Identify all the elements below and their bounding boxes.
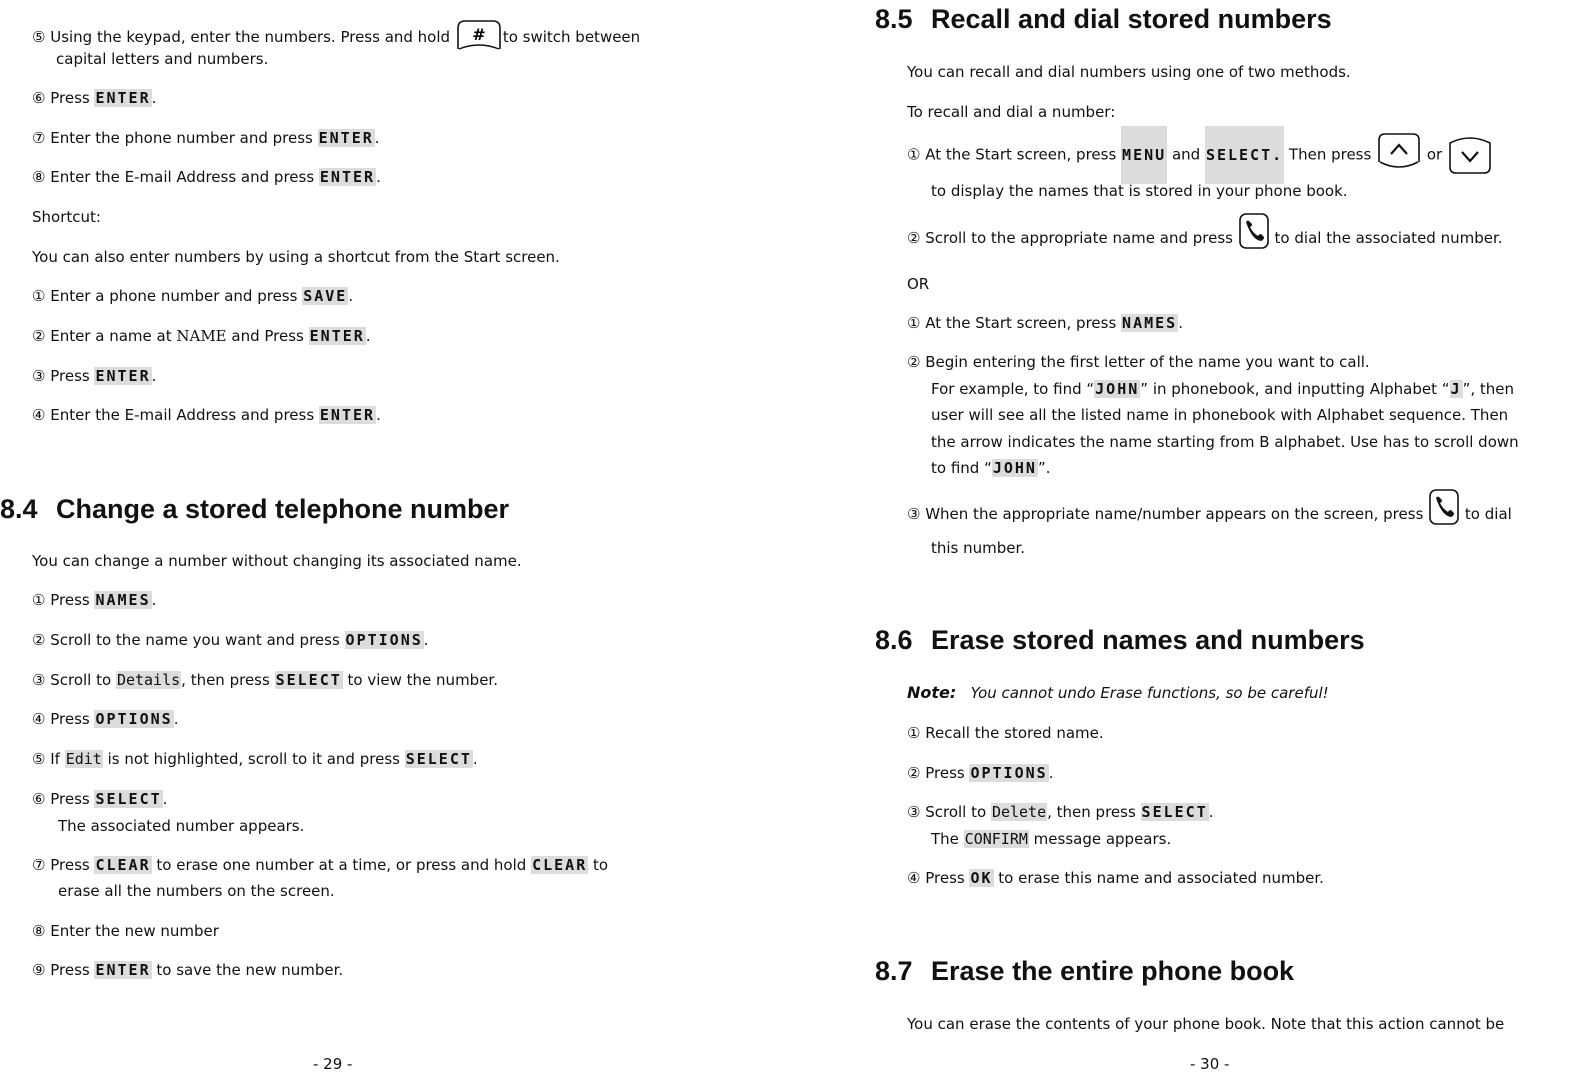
shortcut-label: Shortcut: <box>32 208 101 226</box>
erase-step-1: ① Recall the stored name. <box>907 724 1104 742</box>
john-name-label: JOHN <box>1095 380 1140 398</box>
name-field-label: NAME <box>176 327 227 345</box>
select-key-label: SELECT <box>95 790 162 808</box>
change-step-5: ⑤ If Edit is not highlighted, scroll to it and press SELECT. <box>32 750 478 768</box>
page-30 <box>785 0 1571 1072</box>
erase-step-3: ③ Scroll to Delete, then press SELECT. <box>907 803 1214 821</box>
john-name-label: JOHN <box>992 459 1037 477</box>
page-number: - 29 - <box>313 1055 353 1073</box>
erase-step-2: ② Press OPTIONS. <box>907 764 1054 782</box>
section-8-7-intro: You can erase the contents of your phone book. Note that this action cannot be <box>907 1015 1505 1033</box>
or-step-2-line-5: to find “JOHN”. <box>931 459 1051 477</box>
select-key-label: SELECT. <box>1205 126 1284 184</box>
note-line <box>907 683 1329 703</box>
clear-key-label: CLEAR <box>95 856 151 874</box>
recall-step-2: ② Scroll to the appropriate name and press to dial the associated number. <box>907 212 1503 252</box>
note-text: You cannot undo Erase functions, so be careful! <box>970 684 1329 702</box>
change-step-2: ② Scroll to the name you want and press OPTIONS. <box>32 631 429 649</box>
save-key-label: SAVE <box>303 287 348 305</box>
page-29 <box>0 0 785 1072</box>
svg-text:#: # <box>472 25 486 44</box>
j-letter-label: J <box>1450 380 1462 398</box>
section-8-5-heading: 8.5 Recall and dial stored numbers <box>875 4 1332 34</box>
or-step-3-cont: this number. <box>931 539 1026 557</box>
step-7-line: ⑦ Enter the phone number and press ENTER. <box>32 129 380 147</box>
enter-key-label: ENTER <box>95 89 151 107</box>
enter-key-label: ENTER <box>318 129 374 147</box>
send-key-icon <box>1238 212 1270 265</box>
enter-key-label: ENTER <box>95 367 151 385</box>
or-step-2-line-3: user will see all the listed name in phonebook with Alphabet sequence. Then <box>931 406 1509 424</box>
recall-step-1-cont: to display the names that is stored in your phone book. <box>931 182 1348 200</box>
options-key-label: OPTIONS <box>95 710 173 728</box>
page-number: - 30 - <box>1190 1055 1230 1073</box>
edit-menu-label: Edit <box>65 750 102 768</box>
select-key-label: SELECT <box>405 750 472 768</box>
or-step-2: ② Begin entering the first letter of the name you want to call. <box>907 353 1370 371</box>
names-key-label: NAMES <box>95 591 151 609</box>
shortcut-intro: You can also enter numbers by using a shortcut from the Start screen. <box>32 248 560 266</box>
note-label: Note: <box>907 683 957 702</box>
shortcut-step-1: ① Enter a phone number and press SAVE. <box>32 287 354 305</box>
or-label: OR <box>907 275 930 293</box>
up-arrow-key-icon <box>1376 132 1422 179</box>
confirm-message-label: CONFIRM <box>964 830 1028 848</box>
section-8-6-heading: 8.6 Erase stored names and numbers <box>875 625 1365 655</box>
details-menu-label: Details <box>116 671 181 689</box>
change-step-4: ④ Press OPTIONS. <box>32 710 179 728</box>
change-step-1: ① Press NAMES. <box>32 591 157 609</box>
shortcut-step-4: ④ Enter the E-mail Address and press ENTER. <box>32 406 381 424</box>
change-step-3: ③ Scroll to Details, then press SELECT to view the number. <box>32 671 498 689</box>
menu-key-label: MENU <box>1121 126 1167 184</box>
change-step-6-cont: The associated number appears. <box>58 817 305 835</box>
options-key-label: OPTIONS <box>970 764 1048 782</box>
change-step-7-cont: erase all the numbers on the screen. <box>58 882 335 900</box>
change-step-7: ⑦ Press CLEAR to erase one number at a time, or press and hold CLEAR to <box>32 856 609 874</box>
change-step-6: ⑥ Press SELECT. <box>32 790 168 808</box>
delete-menu-label: Delete <box>991 803 1047 821</box>
or-step-1: ① At the Start screen, press NAMES. <box>907 314 1183 332</box>
select-key-label: SELECT <box>1141 803 1208 821</box>
step-8-line: ⑧ Enter the E-mail Address and press ENTER. <box>32 168 381 186</box>
or-step-2-line-4: the arrow indicates the name starting from B alphabet. Use has to scroll down <box>931 433 1519 451</box>
enter-key-label: ENTER <box>95 961 151 979</box>
options-key-label: OPTIONS <box>345 631 423 649</box>
recall-intro-1: You can recall and dial numbers using one of two methods. <box>907 63 1351 81</box>
step-5-cont: capital letters and numbers. <box>56 50 269 68</box>
enter-key-label: ENTER <box>319 406 376 424</box>
change-step-8: ⑧ Enter the new number <box>32 922 219 940</box>
recall-intro-2: To recall and dial a number: <box>907 103 1116 121</box>
section-8-4-intro: You can change a number without changing its associated name. <box>32 552 522 570</box>
names-key-label: NAMES <box>1122 314 1178 332</box>
shortcut-step-3: ③ Press ENTER. <box>32 367 157 385</box>
or-step-2-example: For example, to find “JOHN” in phonebook, and inputting Alphabet “J”, then <box>931 380 1515 398</box>
step-6-line: ⑥ Press ENTER. <box>32 89 157 107</box>
recall-step-1: ① At the Start screen, press MENU and SELECT. Then press or <box>907 126 1493 186</box>
section-8-7-heading: 8.7 Erase the entire phone book <box>875 956 1295 986</box>
change-step-9: ⑨ Press ENTER to save the new number. <box>32 961 344 979</box>
hash-key-icon <box>455 18 503 57</box>
enter-key-label: ENTER <box>309 327 365 345</box>
select-key-label: SELECT <box>275 671 342 689</box>
section-8-4-heading: 8.4 Change a stored telephone number <box>0 494 510 524</box>
send-key-icon <box>1428 488 1460 541</box>
ok-key-label: OK <box>970 869 993 887</box>
or-step-3: ③ When the appropriate name/number appears on the screen, press to dial <box>907 488 1512 528</box>
erase-step-3-cont: The CONFIRM message appears. <box>931 830 1172 848</box>
step-5-line: ⑤ Using the keypad, enter the numbers. Press and hold # to switch between <box>32 18 640 57</box>
down-arrow-key-icon <box>1447 131 1493 180</box>
shortcut-step-2: ② Enter a name at NAME and Press ENTER. <box>32 327 371 345</box>
clear-key-label: CLEAR <box>532 856 588 874</box>
enter-key-label: ENTER <box>319 168 376 186</box>
erase-step-4: ④ Press OK to erase this name and associated number. <box>907 869 1324 887</box>
